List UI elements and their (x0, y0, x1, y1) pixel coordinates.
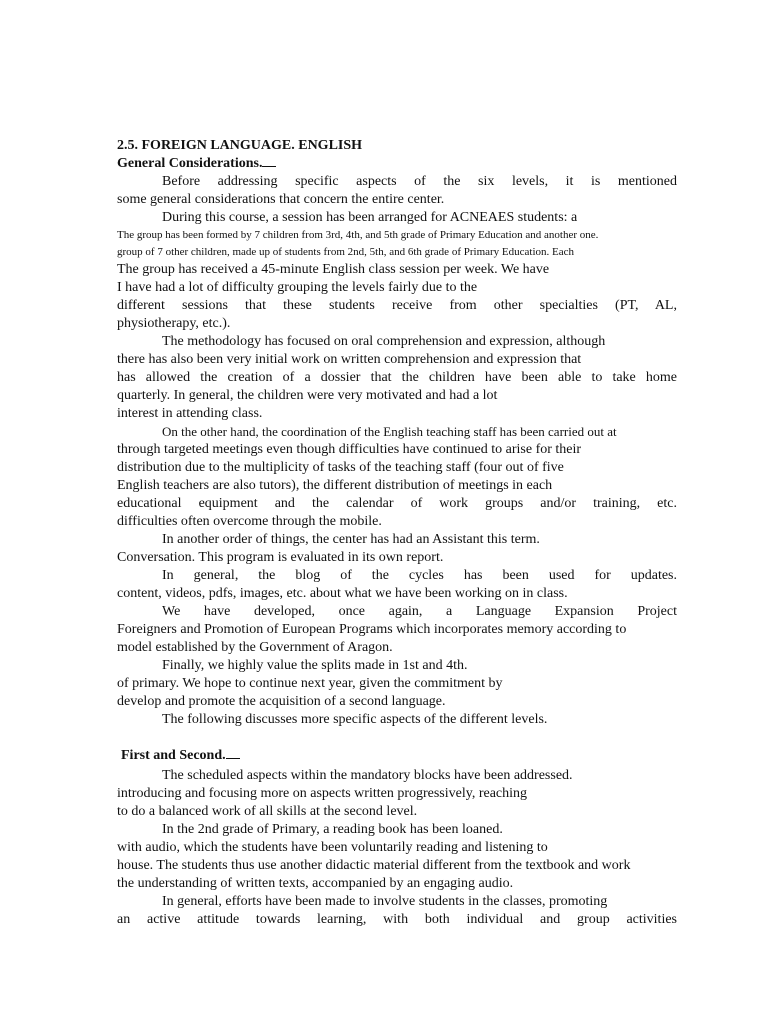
document-page (117, 137, 677, 929)
text-line: model established by the Government of Aragon. (117, 640, 393, 655)
text-line: I have had a lot of difficulty grouping the levels fairly due to the (117, 280, 478, 295)
text-line: We have developed, once again, a Language Expansion Project (162, 604, 677, 619)
general-considerations-heading: General Considerations. (117, 155, 677, 173)
first-and-second-heading: First and Second. (121, 747, 677, 765)
text-line: some general considerations that concern the entire center. (117, 192, 445, 207)
text-line: The scheduled aspects within the mandatory blocks have been addressed. (162, 768, 573, 783)
text-line: In general, the blog of the cycles has been used for updates. (162, 568, 677, 583)
text-line: English teachers are also tutors), the different distribution of meetings in each (117, 478, 553, 493)
text-line: educational equipment and the calendar of work groups and/or training, etc. (117, 496, 677, 511)
text-line: group of 7 other children, made up of students from 2nd, 5th, and 6th grade of Primary Education. Each (117, 246, 574, 258)
text-line: physiotherapy, etc.). (117, 316, 231, 331)
text-line: difficulties often overcome through the mobile. (117, 514, 382, 529)
text-line: In another order of things, the center has had an Assistant this term. (162, 532, 540, 547)
text-line: In general, efforts have been made to involve students in the classes, promoting (162, 894, 608, 909)
text-line: quarterly. In general, the children were very motivated and had a lot (117, 388, 498, 403)
text-line: has allowed the creation of a dossier that the children have been able to take home (117, 370, 677, 385)
text-line: content, videos, pdfs, images, etc. about what we have been working on in class. (117, 586, 568, 601)
text-line: the understanding of written texts, accompanied by an engaging audio. (117, 876, 514, 891)
text-line: Conversation. This program is evaluated in its own report. (117, 550, 444, 565)
section-title: 2.5. FOREIGN LANGUAGE. ENGLISH (117, 138, 363, 153)
text-line: The group has been formed by 7 children from 3rd, 4th, and 5th grade of Primary Education and another one. (117, 229, 599, 241)
text-line: house. The students thus use another didactic material different from the textbook and work (117, 858, 631, 873)
text-line: Before addressing specific aspects of the six levels, it is mentioned (162, 174, 677, 189)
text-line: introducing and focusing more on aspects written progressively, reaching (117, 786, 528, 801)
text-line: distribution due to the multiplicity of tasks of the teaching staff (four out of five (117, 460, 564, 475)
text-line: Foreigners and Promotion of European Programs which incorporates memory according to (117, 622, 627, 637)
text-line: On the other hand, the coordination of the English teaching staff has been carried out at (162, 424, 617, 439)
text-line: to do a balanced work of all skills at the second level. (117, 804, 418, 819)
section-gap (117, 729, 677, 747)
text-line: The methodology has focused on oral comprehension and expression, although (162, 334, 606, 349)
text-line: an active attitude towards learning, with both individual and group activities (117, 912, 677, 927)
general-considerations-body (117, 173, 677, 729)
text-line: Finally, we highly value the splits made in 1st and 4th. (162, 658, 468, 673)
text-line: develop and promote the acquisition of a second language. (117, 694, 446, 709)
text-line: During this course, a session has been arranged for ACNEAES students: a (162, 210, 578, 225)
text-line: of primary. We hope to continue next year, given the commitment by (117, 676, 503, 691)
text-line: with audio, which the students have been voluntarily reading and listening to (117, 840, 548, 855)
text-line: interest in attending class. (117, 406, 263, 421)
text-line: through targeted meetings even though difficulties have continued to arise for their (117, 442, 582, 457)
text-line: The group has received a 45-minute English class session per week. We have (117, 262, 550, 277)
first-and-second-body (117, 767, 677, 929)
text-line: In the 2nd grade of Primary, a reading book has been loaned. (162, 822, 503, 837)
text-line: there has also been very initial work on written comprehension and expression that (117, 352, 582, 367)
text-line: different sessions that these students receive from other specialties (PT, AL, (117, 298, 677, 313)
text-line: The following discusses more specific aspects of the different levels. (162, 712, 548, 727)
